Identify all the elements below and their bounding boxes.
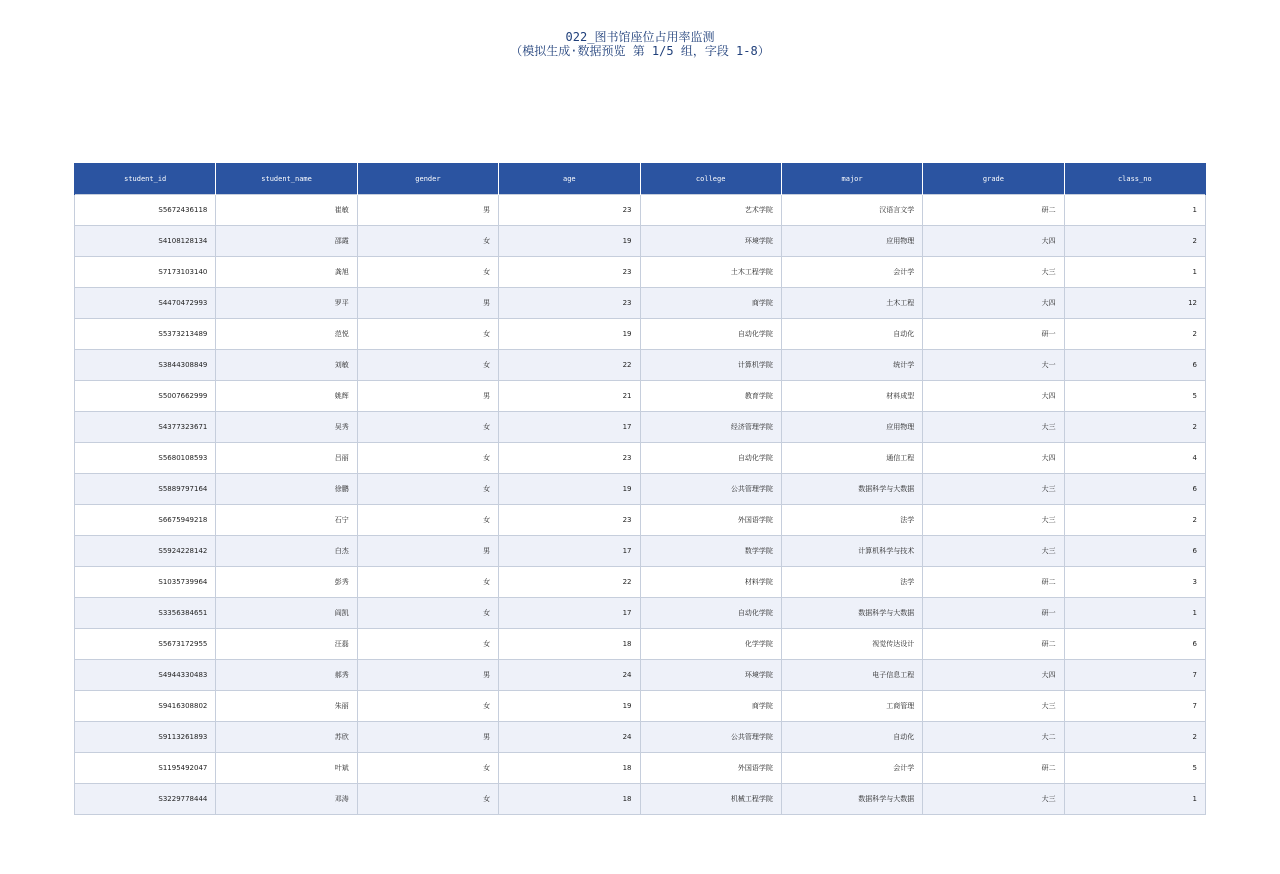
cell-age: 23 — [499, 505, 640, 536]
cell-student-id: S5889797164 — [75, 474, 216, 505]
cell-college: 商学院 — [640, 288, 781, 319]
cell-grade: 大三 — [923, 505, 1064, 536]
cell-major: 汉语言文学 — [781, 195, 922, 226]
page-title: 022_图书馆座位占用率监测 — [565, 30, 715, 44]
cell-major: 通信工程 — [781, 443, 922, 474]
cell-major: 法学 — [781, 505, 922, 536]
column-header-gender: gender — [357, 163, 498, 195]
cell-grade: 大三 — [923, 257, 1064, 288]
cell-age: 22 — [499, 350, 640, 381]
cell-major: 数据科学与大数据 — [781, 598, 922, 629]
cell-student-id: S1195492047 — [75, 753, 216, 784]
cell-age: 22 — [499, 567, 640, 598]
cell-college: 材料学院 — [640, 567, 781, 598]
cell-student-name: 阎凯 — [216, 598, 357, 629]
cell-student-id: S3229778444 — [75, 784, 216, 815]
cell-class-no: 6 — [1064, 536, 1205, 567]
cell-age: 24 — [499, 722, 640, 753]
cell-class-no: 2 — [1064, 319, 1205, 350]
cell-class-no: 7 — [1064, 660, 1205, 691]
cell-gender: 女 — [357, 691, 498, 722]
cell-gender: 女 — [357, 753, 498, 784]
cell-gender: 男 — [357, 660, 498, 691]
cell-class-no: 1 — [1064, 784, 1205, 815]
cell-major: 工商管理 — [781, 691, 922, 722]
cell-college: 教育学院 — [640, 381, 781, 412]
table-row — [75, 257, 1206, 288]
cell-grade: 大四 — [923, 443, 1064, 474]
column-header-grade: grade — [923, 163, 1064, 195]
cell-student-id: S9113261893 — [75, 722, 216, 753]
cell-grade: 大三 — [923, 412, 1064, 443]
cell-student-name: 石宁 — [216, 505, 357, 536]
cell-college: 数学学院 — [640, 536, 781, 567]
cell-college: 计算机学院 — [640, 350, 781, 381]
cell-student-name: 白杰 — [216, 536, 357, 567]
cell-grade: 大二 — [923, 722, 1064, 753]
cell-student-name: 范悦 — [216, 319, 357, 350]
table-row — [75, 412, 1206, 443]
cell-gender: 男 — [357, 722, 498, 753]
cell-class-no: 2 — [1064, 226, 1205, 257]
cell-grade: 大四 — [923, 660, 1064, 691]
cell-major: 计算机科学与技术 — [781, 536, 922, 567]
cell-college: 公共管理学院 — [640, 474, 781, 505]
table-row — [75, 381, 1206, 412]
cell-age: 19 — [499, 319, 640, 350]
table-row — [75, 288, 1206, 319]
cell-age: 18 — [499, 784, 640, 815]
cell-age: 23 — [499, 443, 640, 474]
cell-class-no: 12 — [1064, 288, 1205, 319]
cell-gender: 男 — [357, 288, 498, 319]
cell-student-name: 朱丽 — [216, 691, 357, 722]
cell-student-name: 郝秀 — [216, 660, 357, 691]
table-row — [75, 319, 1206, 350]
table-row — [75, 784, 1206, 815]
cell-gender: 男 — [357, 195, 498, 226]
cell-major: 自动化 — [781, 319, 922, 350]
cell-college: 自动化学院 — [640, 443, 781, 474]
cell-class-no: 6 — [1064, 350, 1205, 381]
cell-gender: 女 — [357, 443, 498, 474]
cell-gender: 女 — [357, 598, 498, 629]
cell-age: 18 — [499, 753, 640, 784]
cell-class-no: 3 — [1064, 567, 1205, 598]
cell-major: 会计学 — [781, 257, 922, 288]
cell-age: 17 — [499, 412, 640, 443]
data-table — [74, 163, 1206, 815]
table-row — [75, 350, 1206, 381]
cell-class-no: 2 — [1064, 412, 1205, 443]
cell-class-no: 5 — [1064, 381, 1205, 412]
column-header-student-id: student_id — [75, 163, 216, 195]
cell-age: 21 — [499, 381, 640, 412]
cell-gender: 女 — [357, 629, 498, 660]
cell-gender: 女 — [357, 474, 498, 505]
cell-class-no: 7 — [1064, 691, 1205, 722]
column-header-student-name: student_name — [216, 163, 357, 195]
cell-student-name: 叶斌 — [216, 753, 357, 784]
header-row — [75, 163, 1206, 195]
cell-grade: 大一 — [923, 350, 1064, 381]
cell-age: 24 — [499, 660, 640, 691]
cell-class-no: 6 — [1064, 474, 1205, 505]
cell-grade: 研一 — [923, 598, 1064, 629]
cell-grade: 研二 — [923, 753, 1064, 784]
table-row — [75, 629, 1206, 660]
cell-college: 自动化学院 — [640, 598, 781, 629]
column-header-age: age — [499, 163, 640, 195]
cell-student-id: S5680108593 — [75, 443, 216, 474]
cell-major: 电子信息工程 — [781, 660, 922, 691]
cell-student-name: 罗平 — [216, 288, 357, 319]
cell-gender: 男 — [357, 536, 498, 567]
cell-class-no: 1 — [1064, 195, 1205, 226]
cell-student-id: S5007662999 — [75, 381, 216, 412]
cell-gender: 女 — [357, 567, 498, 598]
table-row — [75, 660, 1206, 691]
cell-student-id: S4108128134 — [75, 226, 216, 257]
cell-student-name: 崔敏 — [216, 195, 357, 226]
table-row — [75, 226, 1206, 257]
cell-college: 艺术学院 — [640, 195, 781, 226]
cell-grade: 研二 — [923, 567, 1064, 598]
cell-gender: 女 — [357, 257, 498, 288]
cell-class-no: 6 — [1064, 629, 1205, 660]
cell-student-id: S5373213489 — [75, 319, 216, 350]
cell-gender: 女 — [357, 226, 498, 257]
cell-grade: 大三 — [923, 474, 1064, 505]
column-header-major: major — [781, 163, 922, 195]
cell-age: 19 — [499, 691, 640, 722]
cell-student-id: S5673172955 — [75, 629, 216, 660]
cell-age: 17 — [499, 598, 640, 629]
cell-age: 23 — [499, 257, 640, 288]
cell-student-id: S9416308802 — [75, 691, 216, 722]
cell-major: 自动化 — [781, 722, 922, 753]
cell-student-id: S4377323671 — [75, 412, 216, 443]
cell-student-name: 苏欣 — [216, 722, 357, 753]
cell-college: 化学学院 — [640, 629, 781, 660]
cell-student-name: 龚旭 — [216, 257, 357, 288]
cell-college: 环境学院 — [640, 226, 781, 257]
cell-student-id: S5924228142 — [75, 536, 216, 567]
cell-college: 土木工程学院 — [640, 257, 781, 288]
cell-student-id: S4470472993 — [75, 288, 216, 319]
cell-student-name: 吴秀 — [216, 412, 357, 443]
cell-class-no: 4 — [1064, 443, 1205, 474]
cell-class-no: 2 — [1064, 505, 1205, 536]
table-header — [75, 163, 1206, 195]
cell-class-no: 5 — [1064, 753, 1205, 784]
cell-age: 18 — [499, 629, 640, 660]
cell-gender: 女 — [357, 350, 498, 381]
cell-major: 数据科学与大数据 — [781, 474, 922, 505]
cell-student-id: S5672436118 — [75, 195, 216, 226]
cell-class-no: 2 — [1064, 722, 1205, 753]
cell-student-id: S6675949218 — [75, 505, 216, 536]
cell-student-name: 吕丽 — [216, 443, 357, 474]
table-row — [75, 598, 1206, 629]
cell-class-no: 1 — [1064, 598, 1205, 629]
table-row — [75, 474, 1206, 505]
cell-major: 数据科学与大数据 — [781, 784, 922, 815]
cell-gender: 女 — [357, 412, 498, 443]
cell-grade: 研一 — [923, 319, 1064, 350]
cell-age: 19 — [499, 474, 640, 505]
cell-age: 23 — [499, 288, 640, 319]
cell-grade: 研二 — [923, 195, 1064, 226]
cell-major: 统计学 — [781, 350, 922, 381]
cell-grade: 大三 — [923, 784, 1064, 815]
column-header-class-no: class_no — [1064, 163, 1205, 195]
table-row — [75, 753, 1206, 784]
cell-grade: 大四 — [923, 381, 1064, 412]
cell-gender: 女 — [357, 505, 498, 536]
cell-age: 17 — [499, 536, 640, 567]
table-row — [75, 722, 1206, 753]
cell-major: 土木工程 — [781, 288, 922, 319]
cell-student-name: 刘敏 — [216, 350, 357, 381]
cell-college: 外国语学院 — [640, 505, 781, 536]
cell-student-name: 邵霞 — [216, 226, 357, 257]
cell-college: 商学院 — [640, 691, 781, 722]
cell-college: 自动化学院 — [640, 319, 781, 350]
cell-gender: 女 — [357, 319, 498, 350]
cell-college: 公共管理学院 — [640, 722, 781, 753]
cell-grade: 大三 — [923, 691, 1064, 722]
cell-grade: 研二 — [923, 629, 1064, 660]
column-header-college: college — [640, 163, 781, 195]
cell-age: 23 — [499, 195, 640, 226]
cell-major: 法学 — [781, 567, 922, 598]
cell-gender: 男 — [357, 381, 498, 412]
cell-major: 应用物理 — [781, 226, 922, 257]
cell-student-id: S3844308849 — [75, 350, 216, 381]
cell-grade: 大四 — [923, 288, 1064, 319]
table-body — [75, 195, 1206, 815]
table-row — [75, 195, 1206, 226]
cell-college: 经济管理学院 — [640, 412, 781, 443]
cell-major: 会计学 — [781, 753, 922, 784]
cell-college: 环境学院 — [640, 660, 781, 691]
cell-major: 材料成型 — [781, 381, 922, 412]
cell-student-id: S1035739964 — [75, 567, 216, 598]
cell-age: 19 — [499, 226, 640, 257]
cell-grade: 大四 — [923, 226, 1064, 257]
cell-student-id: S4944330483 — [75, 660, 216, 691]
cell-college: 机械工程学院 — [640, 784, 781, 815]
cell-student-name: 汪磊 — [216, 629, 357, 660]
cell-grade: 大三 — [923, 536, 1064, 567]
page-subtitle: （模拟生成·数据预览 第 1/5 组，字段 1-8） — [510, 44, 770, 58]
cell-student-name: 姚辉 — [216, 381, 357, 412]
cell-student-id: S7173103140 — [75, 257, 216, 288]
table-row — [75, 505, 1206, 536]
table-row — [75, 567, 1206, 598]
cell-student-name: 徐鹏 — [216, 474, 357, 505]
cell-student-name: 彭秀 — [216, 567, 357, 598]
cell-gender: 女 — [357, 784, 498, 815]
cell-class-no: 1 — [1064, 257, 1205, 288]
table-row — [75, 536, 1206, 567]
table-row — [75, 691, 1206, 722]
cell-college: 外国语学院 — [640, 753, 781, 784]
cell-student-id: S3356384651 — [75, 598, 216, 629]
cell-major: 应用物理 — [781, 412, 922, 443]
cell-student-name: 邓涛 — [216, 784, 357, 815]
table-row — [75, 443, 1206, 474]
cell-major: 视觉传达设计 — [781, 629, 922, 660]
